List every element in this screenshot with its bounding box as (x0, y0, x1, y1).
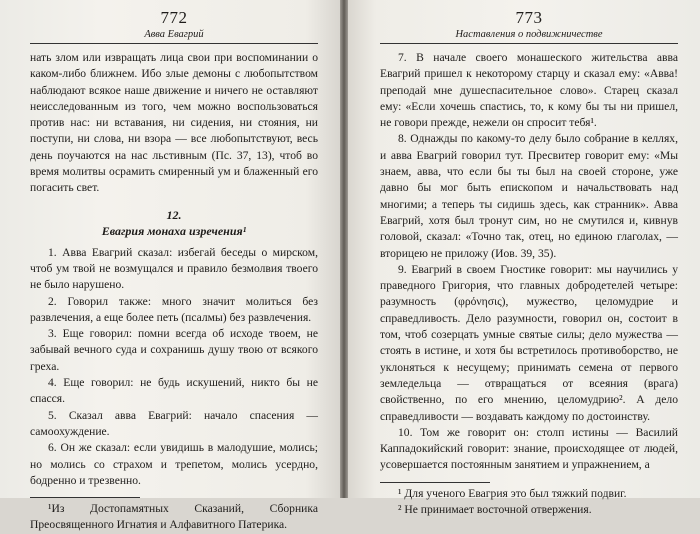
footnote-rule (30, 497, 140, 498)
paragraph: 10. Том же говорит он: столп истины — Василий Каппадокийский говорит: знание, происходящее от людей, усовершается постоянным занятием и упражнением, а (380, 425, 678, 472)
left-page (0, 0, 340, 532)
page-body (380, 50, 678, 518)
footnote: ² Не принимает восточной отвержения. (398, 503, 592, 517)
saying: 3. Еще говорил: помни всегда об исходе твоем, не забывай вечного суда и сохранишь душу твою от всякого греха. (30, 327, 318, 373)
section-title: Евагрия монаха изречения¹ (101, 223, 247, 238)
footnote: ¹ Для ученого Евагрия это был тяжкий подвиг. (398, 486, 627, 500)
page-number: 773 (515, 8, 543, 27)
footnote: ¹Из Достопамятных Сказаний, Сборника Преосвященного Игнатия и Алфавитного Патерика. (30, 502, 318, 532)
right-page (348, 0, 700, 517)
book-gutter (340, 0, 348, 498)
section-number: 12. (166, 207, 182, 222)
page-body (30, 50, 318, 534)
footnote-rule (380, 482, 490, 483)
saying: 5. Сказал авва Евагрий: начало спасения — самоохуждение. (30, 408, 318, 438)
saying: 2. Говорил также: много значит молиться без развлечения, а еще более петь (псалмы) без развлечения. (30, 294, 318, 324)
running-head: Наставления о подвижничестве (380, 28, 678, 44)
running-head: Авва Евагрий (30, 28, 318, 44)
page-number: 772 (160, 8, 188, 27)
paragraph: нать злом или извращать лица свои при воспоминании о каком-либо ближнем. Ибо злые демоны с любопытством наблюдают всякое наше движение и ничего не оставляют неисследованным из того, чем можно воспользоваться против нас: ни вставания, ни сидения, ни стояния, ни поступи, ни слова, ни взора — все любопытствуют, весь день поучаются на нас льстивным (Пс. 37, 13), чтоб во время молитвы осрамить смиренный ум и блаженный его погасить свет. (30, 51, 318, 195)
saying: 4. Еще говорил: не будь искушений, никто бы не спасся. (30, 376, 318, 406)
paragraph: 7. В начале своего монашеского жительства авва Евагрий пришел к некоторому старцу и сказал ему: «Авва! преподай мне душеспасительное слово». Старец сказал ему: «Если хочешь спастись, то, к кому бы ты ни пришел, не говори прежде, нежели он спросит тебя¹. (380, 51, 678, 130)
paragraph: 8. Однажды по какому-то делу было собрание в келлях, и авва Евагрий говорил тут. Пресвитер говорит ему: «Мы знаем, авва, что если бы ты был на своей стороне, уже давно бы мог быть епископом и начальствовать над многими; а теперь ты сидишь здесь, как странник». Авва Евагрий, хотя был тронут сим, но не смутился и, кивнув головой, сказал: «Точно так, отец, но единою глаголах, — вторицею не приложу (Иов. 39, 35). (380, 132, 678, 260)
paragraph: 9. Евагрий в своем Гностике говорит: мы научились у праведного Григория, что главных добродетелей четыре: разумность (φρόνησις), мужество, целомудрие и справедливость. Дело разумности, говорил он, состоит в том, чтоб созерцать умные святые силы; дело мужества — стоять в истине, и хотя бы встретилось противоборство, не уклоняться к несущему; принимать семена от первого земледельца — отвращаться от всеяния (врага) свойственно, по его мнению, целомудрию². А дело справедливости — воздавать каждому по достоинству. (380, 262, 678, 423)
saying: 6. Он же сказал: если увидишь в малодушие, молись; но молись со страхом и трепетом, молись усердно, бодренно и трезвенно. (30, 441, 318, 487)
saying: 1. Авва Евагрий сказал: избегай беседы о мирском, чтоб ум твой не возмущался и правило безмолвия твоего не было нарушено. (30, 245, 318, 292)
